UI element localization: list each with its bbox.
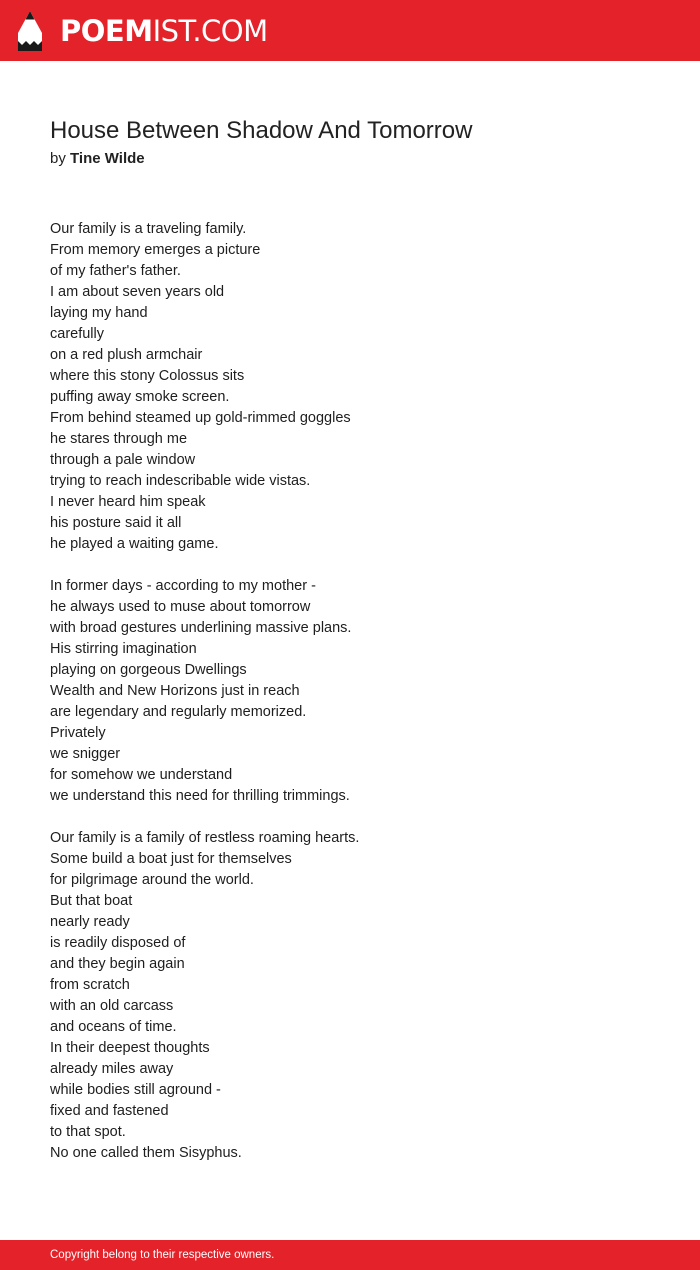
poem-byline	[50, 149, 145, 169]
poem-line: Wealth and New Horizons just in reach	[50, 683, 300, 699]
poem-line: where this stony Colossus sits	[50, 368, 245, 384]
poem-line: through a pale window	[50, 452, 196, 468]
poem-line: Privately	[50, 725, 106, 741]
poem-stanza	[50, 576, 650, 807]
poem-stanza	[50, 828, 650, 1164]
poem-line: fixed and fastened	[50, 1103, 169, 1119]
poem-line: on a red plush armchair	[50, 347, 203, 363]
poem-line: from scratch	[50, 977, 130, 993]
poem-line: is readily disposed of	[50, 935, 186, 951]
poem-line: nearly ready	[50, 914, 130, 930]
poem-line: In former days - according to my mother -	[50, 578, 316, 594]
poem-line: laying my hand	[50, 305, 148, 321]
poem-line: for pilgrimage around the world.	[50, 872, 254, 888]
poem-line: to that spot.	[50, 1124, 126, 1140]
poem-line: His stirring imagination	[50, 641, 197, 657]
poem-line: But that boat	[50, 893, 133, 909]
poem-line: and they begin again	[50, 956, 185, 972]
poem-line: already miles away	[50, 1061, 174, 1077]
poem-line: we snigger	[50, 746, 121, 762]
poem-line: his posture said it all	[50, 515, 182, 531]
poem-title: House Between Shadow And Tomorrow	[50, 117, 473, 144]
poem-line: From behind steamed up gold-rimmed goggles	[50, 410, 351, 426]
poem-line: with broad gestures underlining massive plans.	[50, 620, 352, 636]
poem-line: while bodies still aground -	[50, 1082, 221, 1098]
site-logo-link[interactable]	[17, 9, 268, 53]
poem-line: From memory emerges a picture	[50, 242, 261, 258]
poem-line: trying to reach indescribable wide vistas.	[50, 473, 311, 489]
poem-line: In their deepest thoughts	[50, 1040, 210, 1056]
poem-line: he stares through me	[50, 431, 188, 447]
poem-line: Our family is a family of restless roaming hearts.	[50, 830, 360, 846]
poem-line: he played a waiting game.	[50, 536, 219, 552]
brand-bold-text: POEM	[60, 14, 153, 48]
site-footer	[0, 1240, 700, 1270]
poem-line: he always used to muse about tomorrow	[50, 599, 311, 615]
poem-line: puffing away smoke screen.	[50, 389, 230, 405]
pencil-icon	[17, 10, 43, 52]
poem-line: for somehow we understand	[50, 767, 233, 783]
author-link[interactable]: Tine Wilde	[70, 150, 145, 167]
poem-body	[50, 219, 650, 1185]
site-brand	[60, 9, 268, 53]
poem-line: and oceans of time.	[50, 1019, 177, 1035]
site-header	[0, 0, 700, 61]
poem-line: I never heard him speak	[50, 494, 206, 510]
copyright-notice: Copyright belong to their respective owners.	[50, 1249, 275, 1261]
poem-line: are legendary and regularly memorized.	[50, 704, 307, 720]
poem-line: carefully	[50, 326, 104, 342]
brand-thin-text: IST.COM	[152, 14, 268, 48]
poem-line: we understand this need for thrilling trimmings.	[50, 788, 350, 804]
poem-line: playing on gorgeous Dwellings	[50, 662, 247, 678]
by-label: by	[50, 150, 66, 167]
poem-line: Our family is a traveling family.	[50, 221, 247, 237]
poem-stanza	[50, 219, 650, 555]
poem-line: of my father's father.	[50, 263, 181, 279]
poem-line: No one called them Sisyphus.	[50, 1145, 242, 1161]
poem-line: I am about seven years old	[50, 284, 225, 300]
poem-line: Some build a boat just for themselves	[50, 851, 292, 867]
poem-line: with an old carcass	[50, 998, 174, 1014]
